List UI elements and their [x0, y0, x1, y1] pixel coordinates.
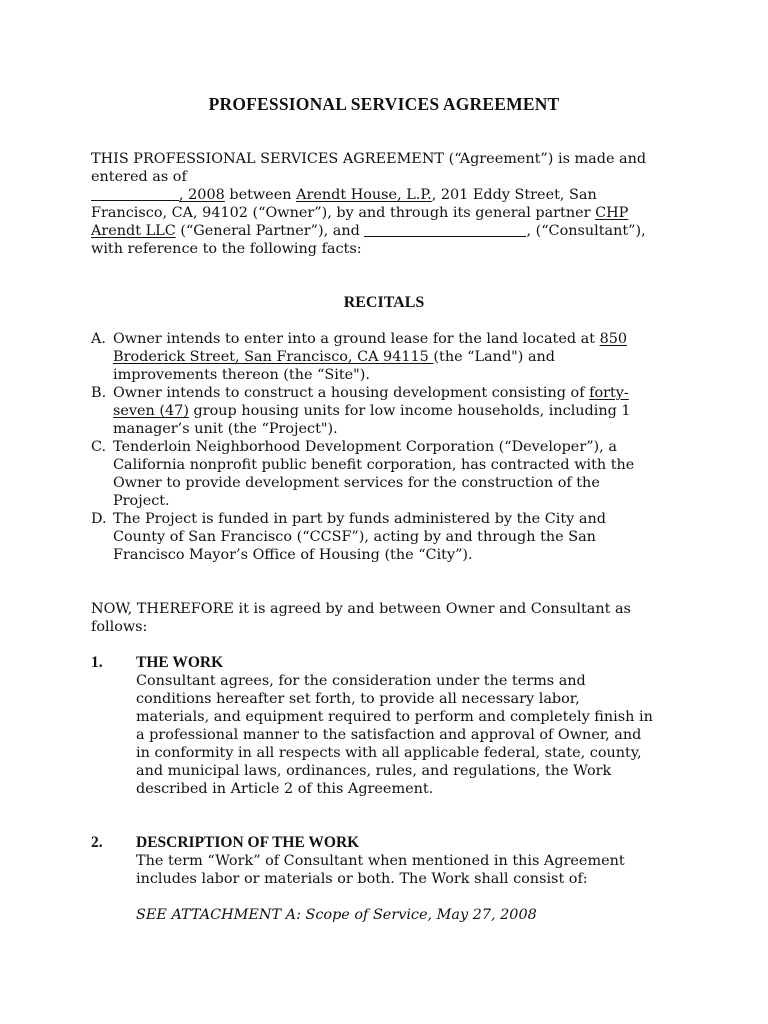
intro-line: , 2008 between Arendt House, L.P., 201 Eddy Street, San [91, 186, 681, 204]
recital-item: B. Owner intends to construct a housing development consisting of forty- seven (47) group housing units for low income households, including 1 manager’s unit (the “Project"). [91, 385, 631, 437]
general-partner-name: CHP [595, 205, 629, 221]
recital-marker: A. [91, 331, 106, 347]
recital-item: D. The Project is funded in part by funds administered by the City and County of San Francisco (“CCSF”), acting by and through the San Francisco Mayor’s Office of Housing (the “City”). [91, 511, 606, 563]
general-partner-name: Arendt LLC [91, 223, 176, 239]
section-number: 2. [91, 834, 103, 851]
agreement-year: , 2008 [179, 187, 225, 203]
unit-count: forty- [589, 385, 629, 401]
recital-marker: B. [91, 385, 107, 401]
attachment-reference: SEE ATTACHMENT A: Scope of Service, May 27, 2008 [136, 907, 537, 923]
consultant-blank [364, 222, 526, 237]
intro-line: THIS PROFESSIONAL SERVICES AGREEMENT (“Agreement”) is made and [91, 151, 647, 167]
intro-line: entered as of [91, 169, 187, 185]
section-number: 1. [91, 654, 103, 671]
section-description-of-work: 2. DESCRIPTION OF THE WORK The term “Work” of Consultant when mentioned in this Agreement includes labor or materials or both. The Work shall consist of: [91, 834, 691, 888]
recital-item: A. Owner intends to enter into a ground lease for the land located at 850 Broderick Street, San Francisco, CA 94115 (the “Land") and improvements thereon (the “Site"). [91, 331, 628, 383]
recitals-list [91, 330, 681, 564]
intro-line: Francisco, CA, 94102 (“Owner”), by and through its general partner CHP [91, 205, 629, 221]
section-the-work: 1. THE WORK Consultant agrees, for the consideration under the terms and conditions hereafter set forth, to provide all necessary labor, materials, and equipment required to perform and completely finish in a professional manner to the satisfaction and approval of Owner, and in conformity in all respects with all applicable federal, state, county, and municipal laws, ordinances, rules, and regulations, the Work described in Article 2 of this Agreement. [91, 654, 691, 798]
section-heading: THE WORK [136, 654, 224, 671]
recital-marker: D. [91, 511, 107, 527]
section-heading: DESCRIPTION OF THE WORK [136, 834, 360, 851]
recital-marker: C. [91, 439, 107, 455]
owner-name: Arendt House, L.P. [296, 187, 432, 203]
intro-line: with reference to the following facts: [91, 241, 362, 257]
document-title: PROFESSIONAL SERVICES AGREEMENT [208, 94, 560, 114]
recital-item: C. Tenderloin Neighborhood Development Corporation (“Developer”), a California nonprofit public benefit corporation, has contracted with the Owner to provide development services for the construction of the Project. [91, 439, 635, 509]
intro-line: Arendt LLC (“General Partner”), and , (“Consultant”), [91, 223, 646, 239]
date-blank [91, 186, 179, 201]
land-address: Broderick Street, San Francisco, CA 94115 [113, 349, 434, 365]
land-address: 850 [599, 331, 628, 347]
therefore-paragraph: NOW, THEREFORE it is agreed by and between Owner and Consultant as follows: [91, 601, 631, 635]
unit-count: seven (47) [113, 403, 189, 419]
intro-paragraph [91, 150, 681, 258]
recitals-heading: RECITALS [343, 294, 425, 311]
